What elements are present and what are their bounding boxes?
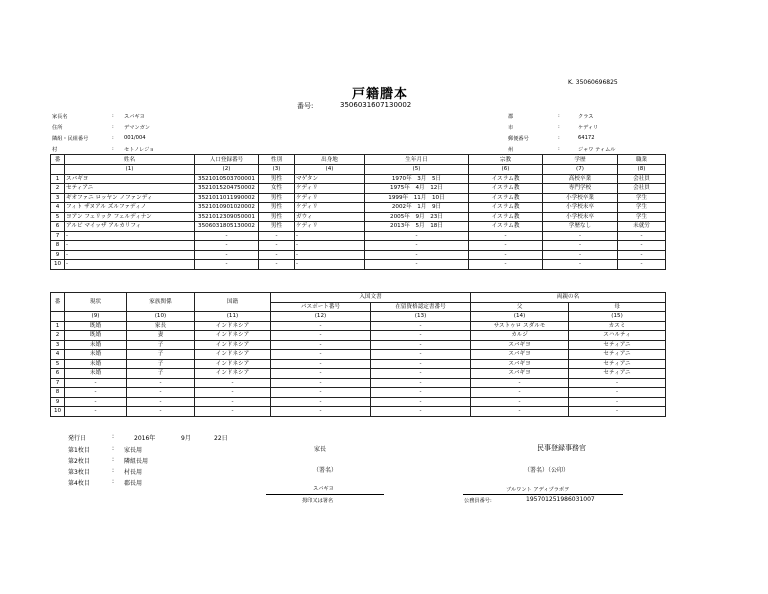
table-cell: 未婚 bbox=[65, 350, 127, 360]
table-cell: - bbox=[365, 241, 469, 251]
officer-id: 195701251986031007 bbox=[526, 496, 595, 503]
table-cell: - bbox=[65, 231, 195, 241]
info-value: ケディリ bbox=[578, 125, 599, 131]
table-subheader-row bbox=[51, 312, 666, 322]
registrar-title: 民事登録事務官 bbox=[537, 444, 586, 452]
table-cell: 1 bbox=[51, 174, 65, 184]
table-row bbox=[51, 340, 666, 350]
info-label: 郵便番号 bbox=[508, 136, 529, 142]
table-cell: 小学校卒業 bbox=[543, 193, 618, 203]
info-label: 村 bbox=[52, 147, 58, 153]
column-number: (1) bbox=[65, 165, 195, 175]
table-cell: - bbox=[569, 378, 666, 388]
table-cell: 6 bbox=[51, 369, 65, 379]
signature-line bbox=[463, 494, 623, 495]
table-row bbox=[51, 359, 666, 369]
table-cell: - bbox=[195, 407, 271, 417]
table-cell: 男性 bbox=[259, 203, 295, 213]
table-cell: 9 bbox=[51, 397, 65, 407]
table-cell: - bbox=[127, 397, 195, 407]
info-label: 州 bbox=[508, 147, 514, 153]
page-title: 戸籍謄本 bbox=[352, 87, 409, 102]
table-cell: 3 bbox=[51, 340, 65, 350]
officer-name: ブルワント アディプラボヲ bbox=[506, 487, 570, 493]
table-cell: - bbox=[371, 359, 471, 369]
table-cell: - bbox=[195, 250, 259, 260]
colon: : bbox=[112, 433, 115, 440]
table-cell: イスラム教 bbox=[469, 203, 543, 213]
table-cell: - bbox=[65, 250, 195, 260]
household-name: スバギヨ bbox=[313, 486, 334, 492]
table-cell: インドネシア bbox=[195, 321, 271, 331]
table-cell: 男性 bbox=[259, 222, 295, 232]
column-number bbox=[51, 312, 65, 322]
table-cell: - bbox=[195, 231, 259, 241]
table-row bbox=[51, 350, 666, 360]
household-sign-label: （署名） bbox=[313, 467, 338, 474]
table-cell: ガウィ bbox=[295, 212, 365, 222]
table-cell: セティアニ bbox=[569, 369, 666, 379]
table-cell: 3506031805130002 bbox=[195, 222, 259, 232]
table-cell: ケディリ bbox=[295, 222, 365, 232]
table-cell: セティアニ bbox=[65, 184, 195, 194]
table-cell: - bbox=[618, 241, 666, 251]
table-cell: ヨアン フェリック フェルディナン bbox=[65, 212, 195, 222]
info-label: 隣組・民組番号 bbox=[52, 136, 89, 142]
table-row bbox=[51, 388, 666, 398]
column-number: (3) bbox=[259, 165, 295, 175]
table-cell: 既婚 bbox=[65, 321, 127, 331]
table-cell: 未婚 bbox=[65, 369, 127, 379]
table-subheader-row bbox=[51, 165, 666, 175]
table-cell: フィト ザヌアル ズルファディノ bbox=[65, 203, 195, 213]
copy-value: 隣組長用 bbox=[124, 458, 149, 465]
table-cell: - bbox=[195, 378, 271, 388]
table-cell: 2005年 9月 23日 bbox=[365, 212, 469, 222]
colon: : bbox=[558, 124, 560, 130]
table-cell: - bbox=[295, 250, 365, 260]
column-header: 姓名 bbox=[65, 155, 195, 165]
table-cell: セティアニ bbox=[569, 359, 666, 369]
table-cell: 会社員 bbox=[618, 174, 666, 184]
copy-value: 家長用 bbox=[124, 447, 143, 454]
table-cell: - bbox=[543, 260, 618, 270]
column-header: 番 bbox=[51, 293, 65, 312]
table-cell: - bbox=[471, 397, 569, 407]
table-cell: - bbox=[271, 350, 371, 360]
table-row bbox=[51, 407, 666, 417]
table-cell: - bbox=[365, 231, 469, 241]
table-cell: - bbox=[271, 388, 371, 398]
table-cell: 高校卒業 bbox=[543, 174, 618, 184]
colon: : bbox=[112, 124, 114, 130]
table-cell: ギオファニ ロッヤン ノファンディ bbox=[65, 193, 195, 203]
table-cell: - bbox=[469, 241, 543, 251]
table-row bbox=[51, 222, 666, 232]
table-cell: - bbox=[371, 331, 471, 341]
table-cell: 8 bbox=[51, 388, 65, 398]
table-cell: - bbox=[271, 359, 371, 369]
table-cell: インドネシア bbox=[195, 359, 271, 369]
table-cell: 6 bbox=[51, 222, 65, 232]
table-cell: 4 bbox=[51, 350, 65, 360]
table-cell: 8 bbox=[51, 241, 65, 251]
table-cell: - bbox=[543, 231, 618, 241]
colon: : bbox=[558, 135, 560, 141]
info-label: 住所 bbox=[52, 125, 63, 131]
table-cell: サストゥロ スダルモ bbox=[471, 321, 569, 331]
table-cell: 7 bbox=[51, 231, 65, 241]
table-cell: 小学校未卒 bbox=[543, 203, 618, 213]
table-cell: 10 bbox=[51, 260, 65, 270]
table-cell: 1975年 4月 12日 bbox=[365, 184, 469, 194]
table-cell: マゲタン bbox=[295, 174, 365, 184]
table-cell: セティアニ bbox=[569, 340, 666, 350]
table-cell: 未婚 bbox=[65, 359, 127, 369]
table-cell: カスミ bbox=[569, 321, 666, 331]
officer-id-label: 公務員番号: bbox=[464, 498, 492, 504]
colon: : bbox=[112, 478, 115, 485]
registrar-sign-label: （署名）（公印） bbox=[524, 467, 570, 474]
table-cell: 2013年 5月 18日 bbox=[365, 222, 469, 232]
table-cell: - bbox=[469, 260, 543, 270]
household-caption: 拇印又は署名 bbox=[302, 498, 334, 504]
copy-label: 第2枚目 bbox=[68, 458, 90, 465]
column-number: (7) bbox=[543, 165, 618, 175]
table-cell: - bbox=[271, 331, 371, 341]
household-title: 家長 bbox=[314, 446, 327, 453]
number-label: 番号: bbox=[297, 102, 314, 110]
family-members-table bbox=[50, 154, 666, 270]
table-cell: セティアニ bbox=[569, 350, 666, 360]
column-header: 性別 bbox=[259, 155, 295, 165]
column-number: (6) bbox=[469, 165, 543, 175]
colon: : bbox=[558, 146, 560, 152]
table-row bbox=[51, 241, 666, 251]
column-header: 家族関係 bbox=[127, 293, 195, 312]
table-cell: 1 bbox=[51, 321, 65, 331]
table-cell: 2 bbox=[51, 184, 65, 194]
colon: : bbox=[112, 456, 115, 463]
table-row bbox=[51, 260, 666, 270]
table-cell: - bbox=[259, 231, 295, 241]
table-cell: 家長 bbox=[127, 321, 195, 331]
table-cell: 2 bbox=[51, 331, 65, 341]
column-number: (4) bbox=[295, 165, 365, 175]
table-cell: インドネシア bbox=[195, 331, 271, 341]
column-number: (14) bbox=[471, 312, 569, 322]
table-cell: ケディリ bbox=[295, 184, 365, 194]
table-cell: イスラム教 bbox=[469, 212, 543, 222]
table-cell: - bbox=[371, 378, 471, 388]
table-cell: 4 bbox=[51, 203, 65, 213]
signature-line bbox=[266, 494, 384, 495]
table-row bbox=[51, 193, 666, 203]
column-header: 職業 bbox=[618, 155, 666, 165]
table-cell: - bbox=[271, 378, 371, 388]
table-cell: - bbox=[371, 340, 471, 350]
issue-year: 2016年 bbox=[134, 435, 156, 442]
table-cell: - bbox=[259, 260, 295, 270]
table-cell: - bbox=[65, 241, 195, 251]
colon: : bbox=[112, 467, 115, 474]
table-cell: イスラム教 bbox=[469, 193, 543, 203]
table-cell: ケディリ bbox=[295, 193, 365, 203]
table-cell: - bbox=[127, 378, 195, 388]
table-cell: イスラム教 bbox=[469, 174, 543, 184]
table-cell: インドネシア bbox=[195, 369, 271, 379]
table-cell: - bbox=[371, 388, 471, 398]
table-cell: 子 bbox=[127, 340, 195, 350]
colon: : bbox=[112, 146, 114, 152]
table-cell: - bbox=[618, 231, 666, 241]
table-cell: - bbox=[618, 260, 666, 270]
column-header: 人口登録番号 bbox=[195, 155, 259, 165]
column-header: 父 bbox=[471, 302, 569, 312]
table-cell: スバギヨ bbox=[471, 350, 569, 360]
table-cell: 学生 bbox=[618, 212, 666, 222]
table-cell: スバギヨ bbox=[471, 369, 569, 379]
table-cell: 子 bbox=[127, 369, 195, 379]
colon: : bbox=[112, 445, 115, 452]
table-cell: - bbox=[371, 369, 471, 379]
table-cell: スハルティ bbox=[569, 331, 666, 341]
table-cell: - bbox=[271, 321, 371, 331]
table-cell: 学生 bbox=[618, 203, 666, 213]
table-cell: - bbox=[259, 241, 295, 251]
copy-label: 第3枚目 bbox=[68, 469, 90, 476]
table-cell: - bbox=[618, 250, 666, 260]
table-cell: - bbox=[195, 388, 271, 398]
table-cell: - bbox=[259, 250, 295, 260]
info-value: 64172 bbox=[578, 135, 595, 141]
table-cell: 未就労 bbox=[618, 222, 666, 232]
info-value: 001/004 bbox=[124, 135, 146, 141]
info-label: 家長名 bbox=[52, 114, 68, 120]
column-header: 国籍 bbox=[195, 293, 271, 312]
table-cell: - bbox=[471, 378, 569, 388]
table-cell: スバギヨ bbox=[471, 340, 569, 350]
table-cell: 男性 bbox=[259, 174, 295, 184]
table-header-row bbox=[51, 155, 666, 165]
info-label: 市 bbox=[508, 125, 514, 131]
info-value: デマンガン bbox=[124, 125, 150, 131]
column-number: (12) bbox=[271, 312, 371, 322]
copy-value: 郡長用 bbox=[124, 480, 143, 487]
table-cell: - bbox=[569, 397, 666, 407]
column-header: 宗教 bbox=[469, 155, 543, 165]
table-cell: - bbox=[65, 397, 127, 407]
table-cell: 男性 bbox=[259, 212, 295, 222]
table-cell: - bbox=[469, 250, 543, 260]
table-cell: - bbox=[65, 260, 195, 270]
table-cell: カルジ bbox=[471, 331, 569, 341]
table-cell: - bbox=[65, 407, 127, 417]
table-row bbox=[51, 331, 666, 341]
table-cell: - bbox=[271, 340, 371, 350]
table-cell: スバギヨ bbox=[471, 359, 569, 369]
issue-month: 9月 bbox=[181, 435, 191, 442]
table-cell: 3521015204750002 bbox=[195, 184, 259, 194]
info-value: スバギヨ bbox=[124, 114, 145, 120]
copy-value: 村長用 bbox=[124, 469, 143, 476]
table-cell: - bbox=[195, 260, 259, 270]
table-cell: イスラム教 bbox=[469, 184, 543, 194]
table-row bbox=[51, 174, 666, 184]
family-members-body bbox=[51, 174, 666, 269]
group-header-immigration: 入国文書 bbox=[271, 293, 471, 303]
column-number: (13) bbox=[371, 312, 471, 322]
table-row bbox=[51, 378, 666, 388]
info-value: セトノレジョ bbox=[124, 147, 155, 153]
column-number: (8) bbox=[618, 165, 666, 175]
document-code: K. 35060696825 bbox=[568, 79, 618, 86]
table-cell: 7 bbox=[51, 378, 65, 388]
table-cell: - bbox=[365, 250, 469, 260]
copy-label: 第4枚目 bbox=[68, 480, 90, 487]
table-cell: - bbox=[469, 231, 543, 241]
table-cell: 3521010901020002 bbox=[195, 203, 259, 213]
table-cell: 小学校未卒 bbox=[543, 212, 618, 222]
table-cell: 既婚 bbox=[65, 331, 127, 341]
table-cell: - bbox=[471, 388, 569, 398]
table-cell: - bbox=[195, 241, 259, 251]
table-cell: ケディリ bbox=[295, 203, 365, 213]
group-header-parents: 両親の名 bbox=[471, 293, 666, 303]
column-number bbox=[51, 165, 65, 175]
column-header: パスポート番号 bbox=[271, 302, 371, 312]
table-cell: - bbox=[271, 369, 371, 379]
table-cell: - bbox=[569, 388, 666, 398]
table-cell: 専門学校 bbox=[543, 184, 618, 194]
info-value: クラス bbox=[578, 114, 594, 120]
table-cell: 女性 bbox=[259, 184, 295, 194]
table-cell: 会社員 bbox=[618, 184, 666, 194]
table-row bbox=[51, 203, 666, 213]
table-cell: - bbox=[295, 241, 365, 251]
table-cell: 5 bbox=[51, 212, 65, 222]
table-cell: 妻 bbox=[127, 331, 195, 341]
family-status-table bbox=[50, 292, 666, 417]
table-cell: スバギヨ bbox=[65, 174, 195, 184]
table-cell: 子 bbox=[127, 359, 195, 369]
info-value: ジャワ ティムル bbox=[578, 147, 616, 153]
table-cell: - bbox=[65, 388, 127, 398]
column-header: 番 bbox=[51, 155, 65, 165]
column-number: (11) bbox=[195, 312, 271, 322]
table-cell: - bbox=[271, 407, 371, 417]
table-row bbox=[51, 212, 666, 222]
table-cell: - bbox=[127, 388, 195, 398]
table-cell: - bbox=[471, 407, 569, 417]
table-header-row bbox=[51, 293, 666, 303]
column-header: 母 bbox=[569, 302, 666, 312]
colon: : bbox=[558, 113, 560, 119]
table-cell: インドネシア bbox=[195, 340, 271, 350]
table-cell: - bbox=[543, 250, 618, 260]
table-cell: - bbox=[271, 397, 371, 407]
table-cell: 5 bbox=[51, 359, 65, 369]
table-cell: 3 bbox=[51, 193, 65, 203]
table-cell: - bbox=[543, 241, 618, 251]
table-cell: 男性 bbox=[259, 193, 295, 203]
issue-date-label: 発行日 bbox=[68, 435, 87, 442]
family-status-body bbox=[51, 321, 666, 416]
table-row bbox=[51, 397, 666, 407]
table-row bbox=[51, 321, 666, 331]
table-cell: - bbox=[365, 260, 469, 270]
table-cell: 1970年 3月 5日 bbox=[365, 174, 469, 184]
table-cell: 3521010503700001 bbox=[195, 174, 259, 184]
column-number: (9) bbox=[65, 312, 127, 322]
column-header: 在留資格認定書番号 bbox=[371, 302, 471, 312]
table-cell: 2002年 1月 9日 bbox=[365, 203, 469, 213]
column-header: 生年月日 bbox=[365, 155, 469, 165]
table-cell: - bbox=[371, 397, 471, 407]
table-cell: - bbox=[371, 321, 471, 331]
info-label: 郡 bbox=[508, 114, 514, 120]
column-header: 学歴 bbox=[543, 155, 618, 165]
table-cell: 10 bbox=[51, 407, 65, 417]
table-cell: - bbox=[127, 407, 195, 417]
table-cell: インドネシア bbox=[195, 350, 271, 360]
colon: : bbox=[112, 135, 114, 141]
colon: : bbox=[112, 113, 114, 119]
table-cell: イスラム教 bbox=[469, 222, 543, 232]
copy-label: 第1枚目 bbox=[68, 447, 90, 454]
column-number: (2) bbox=[195, 165, 259, 175]
column-header: 出身地 bbox=[295, 155, 365, 165]
table-cell: 子 bbox=[127, 350, 195, 360]
table-row bbox=[51, 369, 666, 379]
number-value: 3506031607130002 bbox=[340, 101, 412, 109]
table-row bbox=[51, 184, 666, 194]
table-row bbox=[51, 231, 666, 241]
table-cell: 学歴なし bbox=[543, 222, 618, 232]
table-cell: 3521011011990002 bbox=[195, 193, 259, 203]
table-cell: - bbox=[371, 407, 471, 417]
table-cell: - bbox=[295, 231, 365, 241]
table-cell: - bbox=[371, 350, 471, 360]
table-cell: 9 bbox=[51, 250, 65, 260]
table-row bbox=[51, 250, 666, 260]
table-cell: - bbox=[65, 378, 127, 388]
column-number: (5) bbox=[365, 165, 469, 175]
table-cell: - bbox=[295, 260, 365, 270]
column-header: 現状 bbox=[65, 293, 127, 312]
issue-day: 22日 bbox=[214, 435, 228, 442]
column-number: (10) bbox=[127, 312, 195, 322]
column-number: (15) bbox=[569, 312, 666, 322]
table-cell: - bbox=[195, 397, 271, 407]
table-cell: 学生 bbox=[618, 193, 666, 203]
table-cell: 1999年 11月 10日 bbox=[365, 193, 469, 203]
table-cell: 3521012309050001 bbox=[195, 212, 259, 222]
table-cell: - bbox=[569, 407, 666, 417]
table-cell: アルビ マイッザ アルカリフィ bbox=[65, 222, 195, 232]
table-cell: 未婚 bbox=[65, 340, 127, 350]
